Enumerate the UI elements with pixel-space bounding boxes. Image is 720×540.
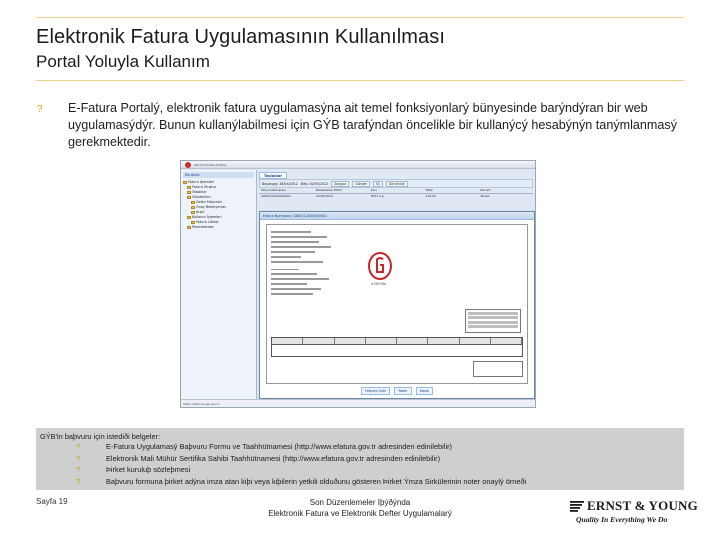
ey-mark-icon — [570, 500, 584, 512]
folder-icon — [187, 191, 191, 194]
browser-status-bar: https://efatura.gib.gov.tr — [181, 399, 535, 407]
tree-item[interactable]: Taslaklar — [183, 190, 254, 195]
tree-item[interactable]: Kullanıcı İşlemleri — [183, 215, 254, 220]
portal-sidebar — [181, 170, 257, 399]
print-button[interactable]: Yazdır — [394, 387, 411, 395]
tree-item[interactable]: Fatura İşlemleri — [183, 180, 254, 185]
delete-button[interactable]: Sil — [373, 181, 383, 187]
folder-icon — [187, 196, 191, 199]
portal-app-title: GİB E-FATURA PORTAL — [194, 162, 227, 167]
invoice-info-box — [465, 309, 521, 333]
download-invoice-button[interactable]: Faturayı İndir — [361, 387, 390, 395]
tab-taslaklar[interactable]: Taslaklar — [259, 172, 287, 179]
folder-icon — [191, 206, 195, 209]
slide-title: Elektronik Fatura Uygulamasının Kullanılması — [36, 26, 446, 48]
brand-name: ERNST & YOUNG — [587, 498, 698, 513]
gib-logo-icon — [185, 162, 191, 168]
portal-screenshot — [180, 160, 536, 408]
portal-toolbar — [259, 179, 533, 188]
efatura-logo-text: e-FATURA — [371, 282, 387, 286]
brand-tagline: Quality In Everything We Do — [576, 515, 668, 524]
to-date-label[interactable]: Bitiş: 02/05/2012 — [300, 181, 329, 186]
invoice-document — [266, 224, 528, 384]
send-button[interactable]: Gönder — [352, 181, 370, 187]
folder-icon — [191, 211, 195, 214]
folder-icon — [183, 181, 187, 184]
portal-titlebar — [181, 161, 535, 169]
folder-icon — [187, 226, 191, 229]
tree-item[interactable]: Parametreler — [183, 225, 254, 230]
folder-icon — [191, 221, 195, 224]
tree-item[interactable]: Onay Bekleyenler — [183, 205, 254, 210]
from-date-label[interactable]: Başlangıç: 26/04/2012 — [262, 181, 298, 186]
folder-icon — [187, 216, 191, 219]
tree-item[interactable]: Fatura Listesi — [183, 220, 254, 225]
list-marker: ? — [76, 453, 81, 463]
invoice-totals-box — [473, 361, 523, 377]
query-button[interactable]: Sorgula — [331, 181, 349, 187]
top-rule — [36, 17, 684, 18]
page-number: Sayfa 19 — [36, 497, 68, 506]
list-item: ? Elektronik Mali Mühür Sertifika Sahibi Taahhütnamesi (http://www.efatura.gov.tr adresinden edinilebilir) — [76, 453, 441, 463]
list-marker: ? — [76, 476, 81, 486]
grid-header: Fatura Numarası Düzenleme Tarihi Alıcı Tutar Durum — [259, 188, 533, 194]
tree-item[interactable]: Gelen Faturalar — [183, 200, 254, 205]
table-row[interactable]: GIB2012000000001 02/05/2012 TEST A.Ş. 118,00 Taslak — [259, 194, 533, 199]
folder-icon — [187, 186, 191, 189]
ernst-young-logo — [570, 498, 700, 524]
sidebar-header: Ekranlar — [183, 172, 254, 178]
gib-logo-icon — [367, 251, 393, 281]
list-marker: ? — [76, 465, 81, 474]
view-button[interactable]: Görüntüle — [386, 181, 408, 187]
note-title: GÝB'in baþvuru için istediði belgeler: — [40, 432, 161, 441]
folder-icon — [191, 201, 195, 204]
tree-item[interactable]: Fatura Oluştur — [183, 185, 254, 190]
tree-item[interactable]: Gönderilen — [183, 195, 254, 200]
invoice-lines-table — [271, 337, 523, 357]
list-item: ? E-Fatura Uygulamasý Baþvuru Formu ve Taahhütnamesi (http://www.efatura.gov.tr adresinden edinilebilir) — [76, 442, 453, 451]
list-item: ? Þirket kuruluþ sözleþmesi — [76, 465, 191, 474]
tree-item[interactable]: Arşiv — [183, 210, 254, 215]
list-marker: ? — [76, 442, 81, 451]
close-button[interactable]: Kapat — [416, 387, 433, 395]
invoice-preview-title: Fatura Numarası: GIB2012000000001 — [260, 212, 534, 220]
documents-note — [36, 428, 684, 490]
title-rule — [36, 80, 684, 81]
slide-subtitle: Portal Yoluyla Kullanım — [36, 52, 210, 71]
bullet-marker: ? — [37, 104, 43, 115]
body-paragraph: E-Fatura Portalý, elektronik fatura uygulamasýna ait temel fonksiyonlarý bünyesinde barýndýran bir web uygulamasýdýr. Bunun kullanýlabilmesi için GÝB tarafýndan öncelikle bir kullanýcý hesabýnýn tanýmlanmasý gerekmektedir. — [68, 101, 678, 149]
list-item: ? Baþvuru formuna þirket adýna imza atan kiþi veya kiþilerin yetkili olduðunu gösteren Þirket Ýmza Sirkülerinin noter onaylý örneði — [76, 476, 527, 486]
invoice-preview-window — [259, 211, 535, 399]
footer-caption: Son Düzenlemeler Iþýðýnda Elektronik Fatura ve Elektronik Defter Uygulamalarý — [268, 498, 452, 518]
